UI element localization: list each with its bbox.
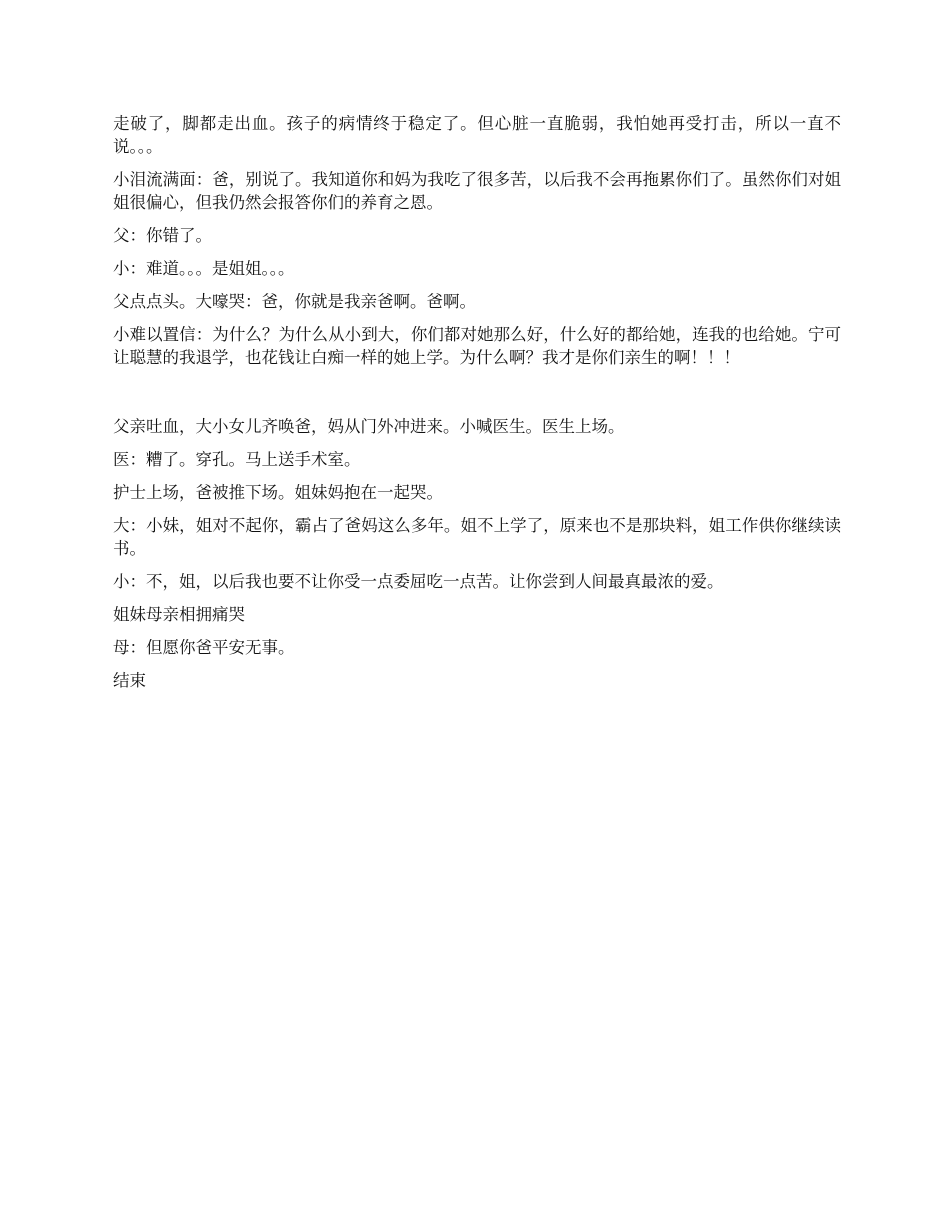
paragraph: 父点点头。大嚎哭：爸，你就是我亲爸啊。爸啊。 [113, 292, 476, 311]
paragraph-gap [113, 379, 841, 415]
paragraph: 走破了，脚都走出血。孩子的病情终于稳定了。但心脏一直脆弱，我怕她再受打击，所以一直不说。。。 [113, 114, 841, 156]
paragraph: 母：但愿你爸平安无事。 [113, 638, 295, 657]
paragraph: 父：你错了。 [113, 226, 212, 245]
paragraph: 姐妹母亲相拥痛哭 [113, 605, 245, 624]
paragraph: 护士上场，爸被推下场。姐妹妈抱在一起哭。 [113, 483, 443, 502]
paragraph: 小泪流满面：爸，别说了。我知道你和妈为我吃了很多苦，以后我不会再拖累你们了。虽然你们对姐姐很偏心，但我仍然会报答你们的养育之恩。 [113, 170, 841, 212]
paragraph: 医：糟了。穿孔。马上送手术室。 [113, 450, 361, 469]
paragraph-end: 结束 [113, 671, 146, 690]
paragraph: 大：小妹，姐对不起你，霸占了爸妈这么多年。姐不上学了，原来也不是那块料，姐工作供你继续读书。 [113, 516, 841, 558]
paragraph: 小难以置信：为什么？为什么从小到大，你们都对她那么好，什么好的都给她，连我的也给她。宁可让聪慧的我退学，也花钱让白痴一样的她上学。为什么啊？我才是你们亲生的啊！！！ [113, 325, 841, 367]
paragraph: 小：不，姐，以后我也要不让你受一点委屈吃一点苦。让你尝到人间最真最浓的爱。 [113, 572, 724, 591]
paragraph: 小：难道。。。是姐姐。。。 [113, 259, 295, 278]
document-body [113, 112, 841, 702]
paragraph: 父亲吐血，大小女儿齐唤爸，妈从门外冲进来。小喊医生。医生上场。 [113, 417, 625, 436]
